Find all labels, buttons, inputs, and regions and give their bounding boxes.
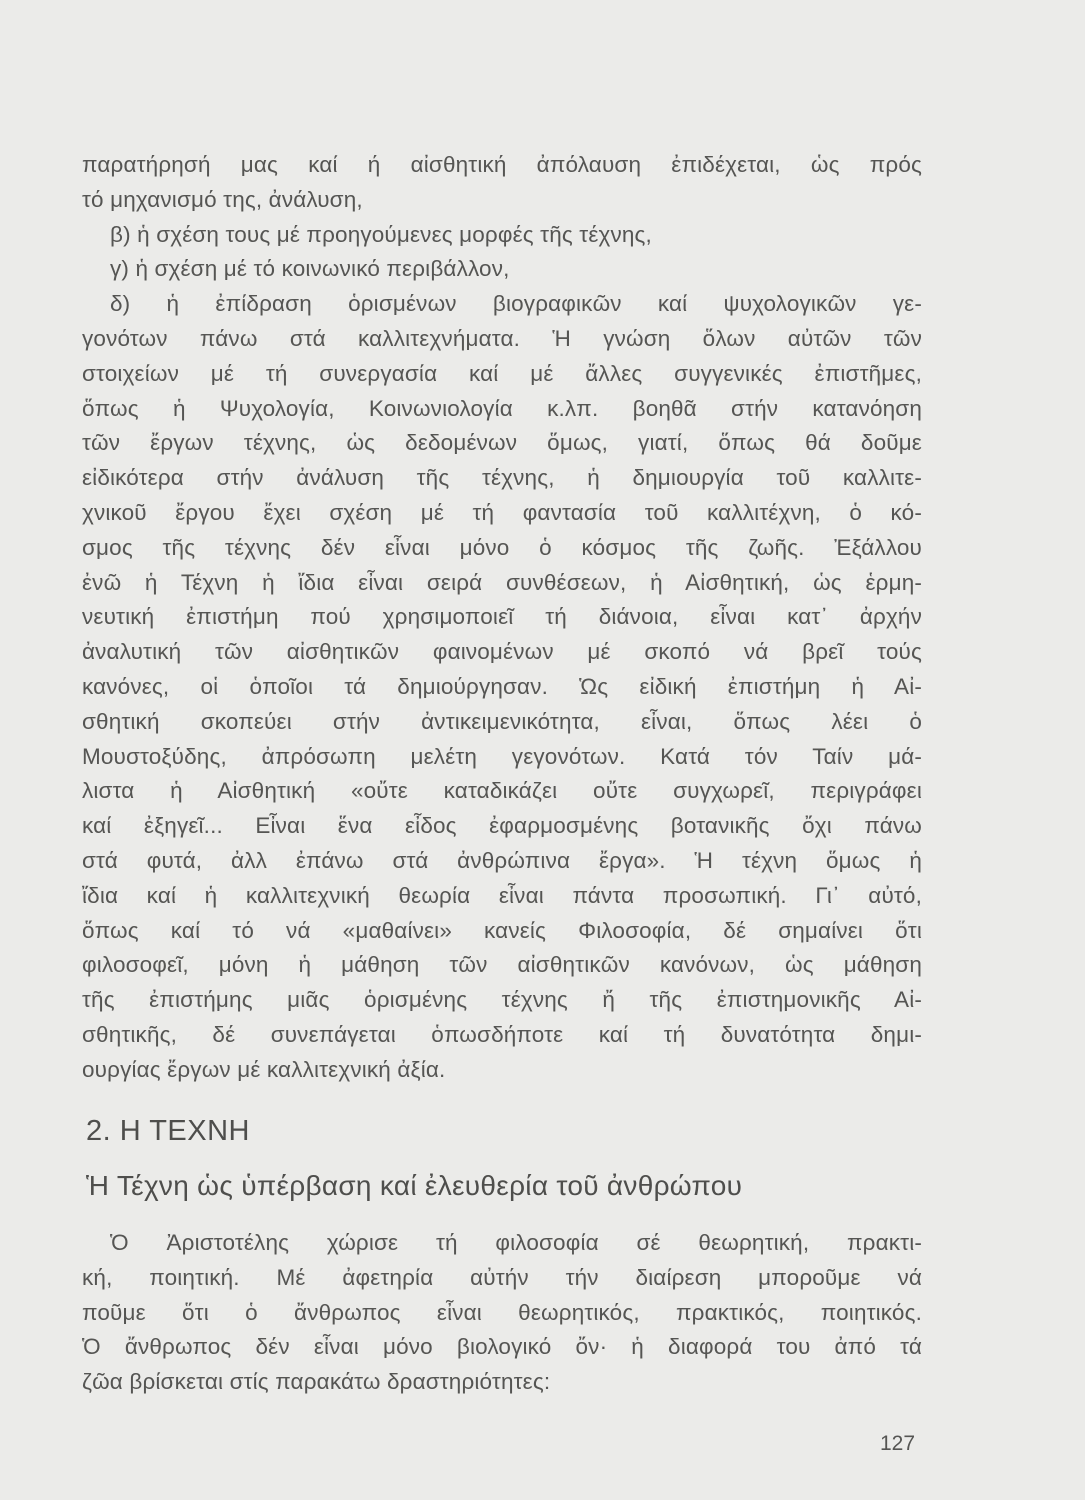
text-line: ἐνῶ ἡ Τέχνη ἡ ἴδια εἶναι σειρά συνθέσεων, ἡ Αἰσθητική, ὡς ἑρμη-: [82, 569, 922, 595]
text-line: σθητικῆς, δέ συνεπάγεται ὁπωσδήποτε καί τή δυνατότητα δημι-: [82, 1021, 922, 1047]
text-line: κή, ποιητική. Μέ ἀφετηρία αὐτήν τήν διαίρεση μποροῦμε νά: [82, 1264, 922, 1290]
text-line: ἴδια καί ἡ καλλιτεχνική θεωρία εἶναι πάντα προσωπική. Γι᾽ αὐτό,: [82, 882, 922, 908]
text-line: καί ἐξηγεῖ... Εἶναι ἕνα εἶδος ἐφαρμοσμένης βοτανικῆς ὄχι πάνω: [82, 813, 922, 839]
text-line: χνικοῦ ἔργου ἔχει σχέση μέ τή φαντασία τοῦ καλλιτέχνη, ὁ κό-: [82, 499, 922, 525]
text-line: σμος τῆς τέχνης δέν εἶναι μόνο ὁ κόσμος τῆς ζωῆς. Ἐξάλλου: [82, 534, 922, 560]
text-line: στοιχείων μέ τή συνεργασία καί μέ ἄλλες συγγενικές ἐπιστῆμες,: [82, 360, 922, 386]
text-line: παρατήρησή μας καί ή αἰσθητική ἀπόλαυση ἐπιδέχεται, ὡς πρός: [82, 152, 922, 177]
text-line: ουργίας ἔργων μέ καλλιτεχνική ἀξία.: [82, 1056, 446, 1082]
text-line: εἰδικότερα στήν ἀνάλυση τῆς τέχνης, ἡ δημιουργία τοῦ καλλιτε-: [82, 465, 922, 491]
page-number: 127: [880, 1432, 916, 1455]
text-line: τῶν ἔργων τέχνης, ὡς δεδομένων ὅμως, γιατί, ὅπως θά δοῦμε: [82, 430, 922, 456]
text-line: Μουστοξύδης, ἀπρόσωπη μελέτη γεγονότων. Κατά τόν Ταίν μά-: [82, 743, 922, 769]
list-item-gamma: γ) ἡ σχέση μέ τό κοινωνικό περιβάλλον,: [110, 256, 510, 282]
body-paragraph-2: [82, 1226, 922, 1400]
text-line: Ὁ Ἀριστοτέλης χώρισε τή φιλοσοφία σέ θεωρητική, πρακτι-: [110, 1230, 922, 1255]
text-line: φιλοσοφεῖ, μόνη ἡ μάθηση τῶν αἰσθητικῶν κανόνων, ὡς μάθηση: [82, 952, 922, 978]
text-line: ποῦμε ὅτι ὁ ἄνθρωπος εἶναι θεωρητικός, πρακτικός, ποιητικός.: [82, 1299, 922, 1325]
section-heading: 2. Η ΤΕΧΝΗ: [86, 1115, 251, 1147]
text-line: τῆς ἐπιστήμης μιᾶς ὁρισμένης τέχνης ἤ τῆς ἐπιστημονικῆς Αἰ-: [82, 987, 922, 1013]
list-item-delta: δ) ἡ ἐπίδραση ὁρισμένων βιογραφικῶν καί ψυχολογικῶν γε-: [110, 291, 922, 317]
text-line: σθητική σκοπεύει στήν ἀντικειμενικότητα, εἶναι, ὅπως λέει ὁ: [82, 708, 922, 734]
text-line: γονότων πάνω στά καλλιτεχνήματα. Ἡ γνώση ὅλων αὐτῶν τῶν: [82, 325, 922, 351]
text-line: κανόνες, οἱ ὁποῖοι τά δημιούργησαν. Ὡς εἰδική ἐπιστήμη ἡ Αἰ-: [82, 673, 922, 699]
text-line: τό μηχανισμό της, ἀνάλυση,: [82, 186, 363, 212]
text-line: ὅπως καί τό νά «μαθαίνει» κανείς Φιλοσοφία, δέ σημαίνει ὅτι: [82, 917, 922, 943]
text-line: ζῶα βρίσκεται στίς παρακάτω δραστηριότητες:: [82, 1369, 551, 1395]
text-line: Ὁ ἄνθρωπος δέν εἶναι μόνο βιολογικό ὄν· ἡ διαφορά του ἀπό τά: [82, 1334, 922, 1360]
text-line: λιστα ἡ Αἰσθητική «οὔτε καταδικάζει οὔτε συγχωρεῖ, περιγράφει: [82, 778, 922, 804]
text-line: στά φυτά, ἀλλ ἐπάνω στά ἀνθρώπινα ἔργα». Ἡ τέχνη ὅμως ἡ: [82, 847, 922, 873]
text-line: νευτική ἐπιστήμη πού χρησιμοποιεῖ τή διάνοια, εἶναι κατ᾽ ἀρχήν: [82, 604, 922, 630]
text-line: ὅπως ἡ Ψυχολογία, Κοινωνιολογία κ.λπ. βοηθᾶ στήν κατανόηση: [82, 395, 922, 421]
list-item-beta: β) ἡ σχέση τους μέ προηγούμενες μορφές τῆς τέχνης,: [110, 221, 652, 247]
section-subheading: Ἡ Τέχνη ὡς ὑπέρβαση καί ἐλευθερία τοῦ ἀνθρώπου: [86, 1170, 743, 1201]
body-paragraph-1: [82, 148, 922, 1088]
text-line: ἀναλυτική τῶν αἰσθητικῶν φαινομένων μέ σκοπό νά βρεῖ τούς: [82, 639, 922, 665]
